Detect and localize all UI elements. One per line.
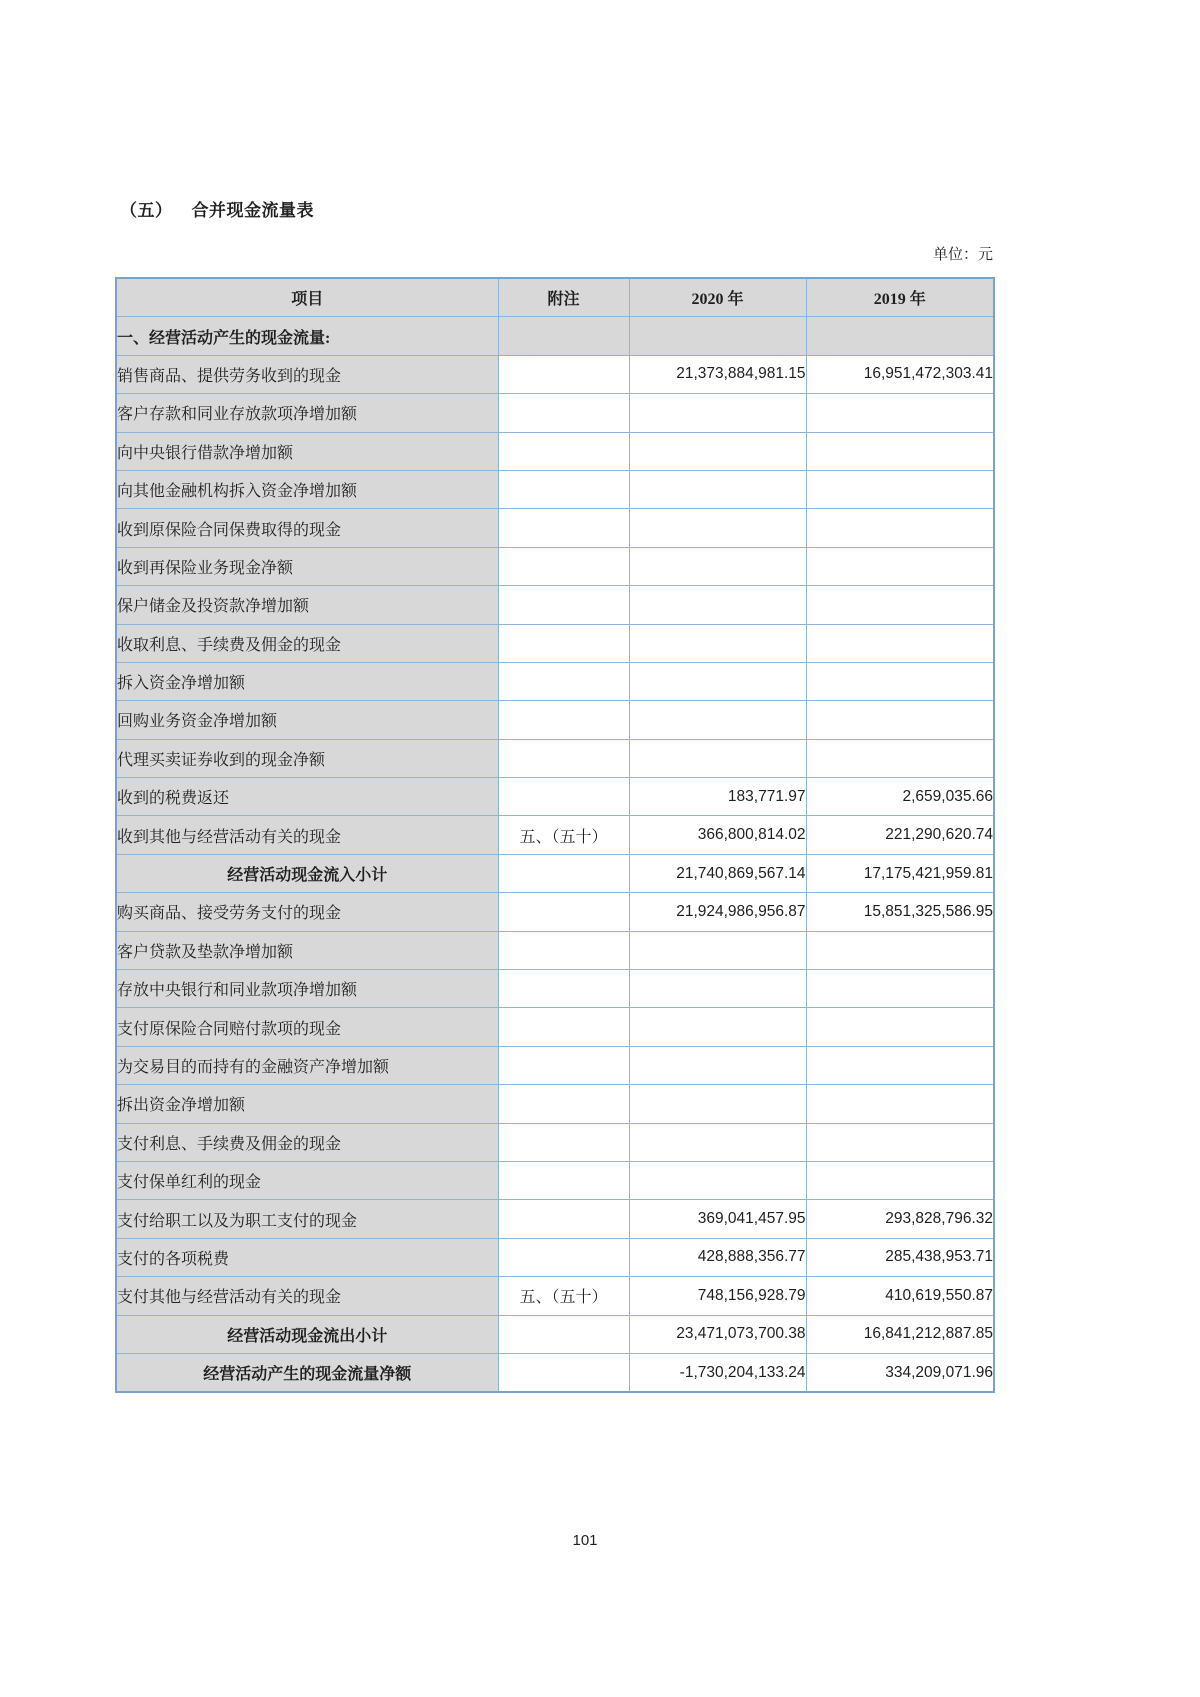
row-value-2019 [806,547,994,585]
page-title: （五） 合并现金流量表 [120,201,314,220]
row-value-2020 [629,394,806,432]
table-row [116,317,994,355]
row-value-2019 [806,1008,994,1046]
table-row [116,1200,994,1238]
row-label: 代理买卖证券收到的现金净额 [116,739,498,777]
page-number: 101 [572,1532,598,1549]
cash-flow-table [115,277,995,1393]
row-label: 收到再保险业务现金净额 [116,547,498,585]
row-note [498,355,629,393]
row-label: 收到的税费返还 [116,778,498,816]
row-label: 客户贷款及垫款净增加额 [116,931,498,969]
row-value-2020 [629,1008,806,1046]
row-note [498,470,629,508]
row-note [498,1046,629,1084]
table-row [116,739,994,777]
row-value-2020 [629,470,806,508]
row-label: 支付其他与经营活动有关的现金 [116,1277,498,1315]
row-value-2020 [629,1046,806,1084]
table-row [116,854,994,892]
row-value-2020: 21,740,869,567.14 [629,854,806,892]
row-note [498,970,629,1008]
row-value-2020 [629,624,806,662]
table-row [116,1277,994,1315]
row-value-2020: 369,041,457.95 [629,1200,806,1238]
row-value-2020 [629,739,806,777]
row-value-2020 [629,701,806,739]
row-value-2020: 21,924,986,956.87 [629,893,806,931]
row-note [498,624,629,662]
table-row [116,1315,994,1353]
row-note [498,1085,629,1123]
row-value-2019: 2,659,035.66 [806,778,994,816]
row-label: 收取利息、手续费及佣金的现金 [116,624,498,662]
row-value-2020 [629,662,806,700]
row-value-2019: 16,841,212,887.85 [806,1315,994,1353]
row-label: 向中央银行借款净增加额 [116,432,498,470]
row-value-2019 [806,970,994,1008]
row-value-2019 [806,586,994,624]
table-row [116,1085,994,1123]
row-label: 经营活动现金流入小计 [116,854,498,892]
table-row [116,1353,994,1392]
table-row [116,509,994,547]
row-note [498,1008,629,1046]
row-value-2020 [629,509,806,547]
row-value-2019 [806,394,994,432]
row-note [498,394,629,432]
column-header-note: 附注 [498,278,629,317]
row-label: 收到其他与经营活动有关的现金 [116,816,498,854]
table-row [116,1238,994,1276]
row-label: 向其他金融机构拆入资金净增加额 [116,470,498,508]
table-row [116,470,994,508]
row-value-2019 [806,432,994,470]
row-value-2019 [806,1161,994,1199]
row-value-2020: 23,471,073,700.38 [629,1315,806,1353]
row-label: 拆出资金净增加额 [116,1085,498,1123]
row-label: 回购业务资金净增加额 [116,701,498,739]
table-row [116,624,994,662]
row-label: 购买商品、接受劳务支付的现金 [116,893,498,931]
row-note [498,509,629,547]
row-label: 收到原保险合同保费取得的现金 [116,509,498,547]
row-value-2019 [806,931,994,969]
row-label: 拆入资金净增加额 [116,662,498,700]
row-value-2020: 748,156,928.79 [629,1277,806,1315]
row-value-2019: 410,619,550.87 [806,1277,994,1315]
column-header-2020: 2020 年 [629,278,806,317]
table-body [116,317,994,1392]
row-value-2019 [806,470,994,508]
table-row [116,355,994,393]
row-label: 支付利息、手续费及佣金的现金 [116,1123,498,1161]
table-row [116,893,994,931]
row-value-2019: 16,951,472,303.41 [806,355,994,393]
row-value-2020 [629,317,806,355]
row-value-2020: 428,888,356.77 [629,1238,806,1276]
row-note [498,1123,629,1161]
row-value-2020 [629,547,806,585]
row-value-2020 [629,1123,806,1161]
row-value-2020 [629,970,806,1008]
row-note [498,317,629,355]
table-row [116,662,994,700]
row-label: 支付原保险合同赔付款项的现金 [116,1008,498,1046]
row-value-2020 [629,1085,806,1123]
row-value-2019: 221,290,620.74 [806,816,994,854]
row-value-2019 [806,1123,994,1161]
row-value-2019 [806,701,994,739]
row-value-2020 [629,931,806,969]
table-header-row [116,278,994,317]
table-row [116,432,994,470]
row-note [498,1161,629,1199]
row-label: 存放中央银行和同业款项净增加额 [116,970,498,1008]
row-value-2019 [806,624,994,662]
row-label: 支付的各项税费 [116,1238,498,1276]
row-note: 五、（五十） [498,816,629,854]
row-note [498,893,629,931]
row-value-2019 [806,509,994,547]
row-note [498,1353,629,1392]
row-value-2019 [806,1046,994,1084]
row-label: 支付保单红利的现金 [116,1161,498,1199]
row-label: 为交易目的而持有的金融资产净增加额 [116,1046,498,1084]
row-label: 销售商品、提供劳务收到的现金 [116,355,498,393]
row-value-2019: 285,438,953.71 [806,1238,994,1276]
table-row [116,394,994,432]
table-row [116,1046,994,1084]
unit-label: 单位：元 [932,247,993,263]
row-note [498,586,629,624]
row-value-2020: 366,800,814.02 [629,816,806,854]
row-label: 经营活动产生的现金流量净额 [116,1353,498,1392]
row-label: 保户储金及投资款净增加额 [116,586,498,624]
table-row [116,1008,994,1046]
row-label: 客户存款和同业存放款项净增加额 [116,394,498,432]
row-note [498,701,629,739]
row-value-2019 [806,1085,994,1123]
row-value-2020 [629,586,806,624]
column-header-item: 项目 [116,278,498,317]
row-value-2020: -1,730,204,133.24 [629,1353,806,1392]
row-note [498,931,629,969]
row-value-2020 [629,1161,806,1199]
row-note: 五、（五十） [498,1277,629,1315]
table-row [116,547,994,585]
row-label: 支付给职工以及为职工支付的现金 [116,1200,498,1238]
row-note [498,662,629,700]
row-value-2019: 15,851,325,586.95 [806,893,994,931]
row-label: 一、经营活动产生的现金流量: [116,317,498,355]
row-value-2020: 183,771.97 [629,778,806,816]
row-note [498,739,629,777]
table-row [116,1161,994,1199]
table-row [116,586,994,624]
table-row [116,1123,994,1161]
column-header-2019: 2019 年 [806,278,994,317]
table-row [116,931,994,969]
row-note [498,854,629,892]
row-note [498,778,629,816]
table-row [116,816,994,854]
row-note [498,1238,629,1276]
row-value-2020 [629,432,806,470]
row-note [498,1315,629,1353]
row-value-2019 [806,739,994,777]
row-note [498,547,629,585]
row-label: 经营活动现金流出小计 [116,1315,498,1353]
row-value-2019 [806,662,994,700]
table-row [116,970,994,1008]
row-value-2020: 21,373,884,981.15 [629,355,806,393]
table-row [116,778,994,816]
row-note [498,1200,629,1238]
row-value-2019: 17,175,421,959.81 [806,854,994,892]
row-value-2019: 334,209,071.96 [806,1353,994,1392]
table-row [116,701,994,739]
row-value-2019: 293,828,796.32 [806,1200,994,1238]
row-note [498,432,629,470]
row-value-2019 [806,317,994,355]
